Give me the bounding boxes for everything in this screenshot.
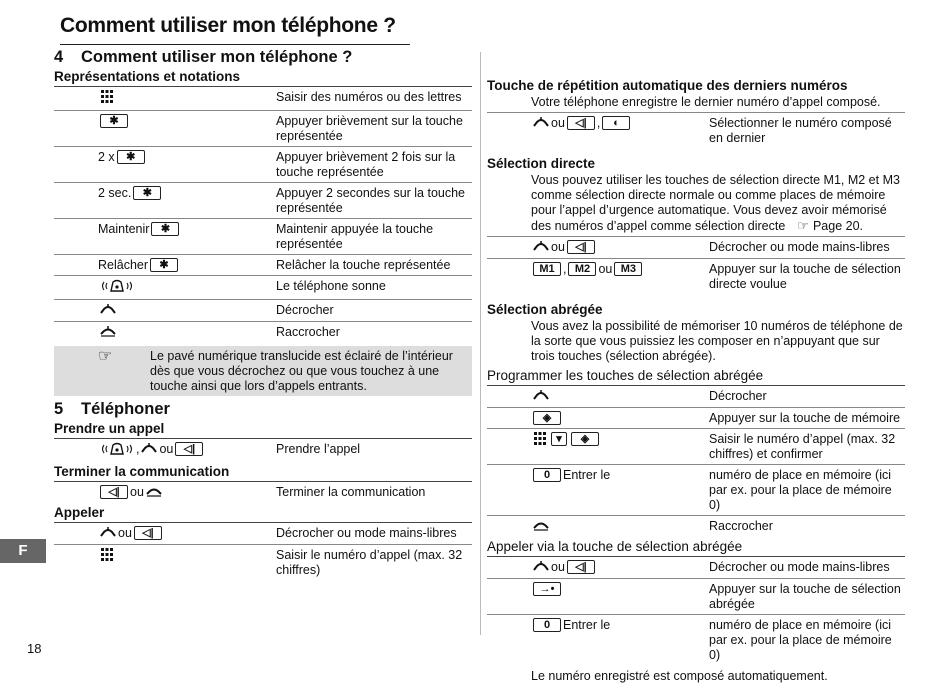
instruction-text: Appuyer sur la touche de sélection directe voulue bbox=[709, 262, 901, 291]
pointing-hand-icon: ☞ bbox=[797, 218, 809, 233]
page-title: Comment utiliser mon téléphone ? bbox=[60, 14, 396, 37]
instruction-text: Prendre l’appel bbox=[276, 442, 361, 456]
instruction-text: Saisir le numéro d’appel (max. 32 chiffres) bbox=[276, 548, 463, 577]
key-icon: ✱ bbox=[117, 150, 145, 164]
or-text: ou bbox=[130, 485, 144, 499]
language-tab: F bbox=[0, 539, 46, 563]
repetition-heading: Touche de répétition automatique des derniers numéros bbox=[487, 78, 848, 93]
notation-row bbox=[54, 300, 472, 322]
comma-text: , bbox=[596, 116, 601, 130]
instruction-row bbox=[487, 557, 905, 579]
prendre-heading: Prendre un appel bbox=[54, 421, 472, 439]
keypad-icon bbox=[100, 90, 114, 108]
memory-key-icon: ◈ bbox=[533, 411, 561, 425]
handset-on-icon bbox=[100, 325, 116, 341]
speaker-key-icon: ◁| bbox=[100, 485, 128, 499]
directe-paragraph: Vous pouvez utiliser les touches de sélection directe M1, M2 et M3 comme sélection directe normale ou comme places de mémoire pour l’appel d’urgence automatique. Vous devez avoir mémorisé des numéros d’appel comme sélection directe ☞ Page 20. bbox=[487, 173, 905, 237]
redial-key-icon: ◐ bbox=[602, 116, 630, 130]
instruction-text: Terminer la communication bbox=[276, 485, 426, 499]
notation-text: Appuyer brièvement 2 fois sur la touche représentée bbox=[276, 150, 456, 179]
zero-key-icon: 0 bbox=[533, 468, 561, 482]
note-text: Le pavé numérique translucide est éclairé de l’intérieur dès que vous décrochez ou que vous touchez à une touche ainsi que lors d’appels entrants. bbox=[150, 349, 453, 393]
appeler-abregee-heading: Appeler via la touche de sélection abrégée bbox=[487, 539, 905, 557]
or-text: ou bbox=[551, 560, 565, 574]
right-column bbox=[487, 76, 905, 686]
page-reference: Page 20. bbox=[812, 219, 863, 233]
handset-off-icon bbox=[100, 526, 116, 542]
or-text: ou bbox=[159, 442, 174, 456]
speaker-key-icon: ◁| bbox=[567, 240, 595, 254]
abregee-paragraph: Vous avez la possibilité de mémoriser 10 numéros de téléphone de la sorte que vous puissiez les composer en n’appuyant que sur trois touches (sélection abrégée). bbox=[531, 319, 903, 363]
abregee-heading: Sélection abrégée bbox=[487, 302, 603, 317]
page-number: 18 bbox=[27, 641, 42, 656]
info-note bbox=[54, 346, 472, 396]
appeler-heading: Appeler bbox=[54, 505, 472, 523]
instruction-row: , ou ◁| Prendre l’appel bbox=[54, 439, 472, 462]
instruction-text: Saisir le numéro d’appel (max. 32 chiffres) et confirmer bbox=[709, 432, 896, 461]
instruction-text: Décrocher ou mode mains-libres bbox=[709, 560, 890, 574]
instruction-row bbox=[487, 113, 905, 148]
notation-prefix: Relâcher bbox=[98, 258, 149, 272]
key-icon: ✱ bbox=[100, 114, 128, 128]
memory-key-icon: ◈ bbox=[571, 432, 599, 446]
instruction-text: Décrocher ou mode mains-libres bbox=[709, 240, 890, 254]
instruction-row bbox=[487, 465, 905, 516]
instruction-row bbox=[487, 429, 905, 465]
directe-heading: Sélection directe bbox=[487, 156, 596, 171]
handset-off-icon bbox=[100, 303, 116, 319]
handset-off-icon bbox=[141, 442, 157, 458]
terminer-heading: Terminer la communication bbox=[54, 464, 472, 482]
speaker-key-icon: ◁| bbox=[175, 442, 203, 456]
instruction-row bbox=[487, 579, 905, 615]
ringing-phone-icon bbox=[100, 442, 134, 460]
instruction-text: Appuyer sur la touche de mémoire bbox=[709, 411, 901, 425]
notation-text: Décrocher bbox=[276, 303, 334, 317]
notation-text: Le téléphone sonne bbox=[276, 279, 386, 293]
notation-text: Appuyer 2 secondes sur la touche représentée bbox=[276, 186, 466, 215]
pointing-hand-icon: ☞ bbox=[98, 348, 113, 365]
instruction-row bbox=[54, 545, 472, 580]
section-4-heading: 4 Comment utiliser mon téléphone ? bbox=[54, 48, 353, 66]
notation-row bbox=[54, 87, 472, 111]
instruction-row bbox=[487, 259, 905, 294]
keypad-icon bbox=[100, 548, 114, 566]
notation-row bbox=[54, 276, 472, 300]
notation-row bbox=[54, 255, 472, 276]
section-5-heading: 5 Téléphoner bbox=[54, 400, 170, 418]
zero-key-icon: 0 bbox=[533, 618, 561, 632]
instruction-row bbox=[54, 523, 472, 545]
notation-row bbox=[54, 111, 472, 147]
handset-off-icon bbox=[533, 116, 549, 132]
instruction-row bbox=[487, 386, 905, 408]
instruction-text: Décrocher ou mode mains-libres bbox=[276, 526, 457, 540]
notation-row bbox=[54, 147, 472, 183]
handset-off-icon bbox=[533, 389, 549, 405]
instruction-text: Appuyer sur la touche de sélection abrégée bbox=[709, 582, 901, 611]
notation-row bbox=[54, 322, 472, 343]
notations-heading: Représentations et notations bbox=[54, 69, 472, 87]
row-label: Entrer le bbox=[563, 468, 611, 482]
handset-on-icon bbox=[146, 485, 162, 501]
row-label: Entrer le bbox=[563, 618, 611, 632]
instruction-text: numéro de place en mémoire (ici par ex. pour la place de mémoire 0) bbox=[709, 468, 892, 512]
instruction-text: Raccrocher bbox=[709, 519, 773, 533]
or-text: ou bbox=[551, 116, 565, 130]
notation-text: Maintenir appuyée la touche représentée bbox=[276, 222, 434, 251]
title-rule bbox=[60, 44, 410, 45]
left-column bbox=[54, 50, 472, 580]
notation-row bbox=[54, 183, 472, 219]
handset-off-icon bbox=[533, 240, 549, 256]
instruction-row bbox=[487, 408, 905, 429]
key-icon: ✱ bbox=[151, 222, 179, 236]
notation-text: Raccrocher bbox=[276, 325, 340, 339]
handset-on-icon bbox=[533, 519, 549, 535]
column-divider bbox=[480, 52, 481, 635]
handset-off-icon bbox=[533, 560, 549, 576]
final-note: Le numéro enregistré est composé automatiquement. bbox=[531, 669, 828, 683]
instruction-row bbox=[487, 516, 905, 537]
ringing-phone-icon bbox=[100, 279, 134, 297]
down-arrow-key-icon: ▾ bbox=[551, 432, 567, 446]
keypad-icon bbox=[533, 432, 547, 450]
speed-dial-key-icon: →• bbox=[533, 582, 561, 596]
notation-prefix: 2 sec. bbox=[98, 186, 132, 200]
notation-text: Appuyer brièvement sur la touche représentée bbox=[276, 114, 463, 143]
m1-key-icon: M1 bbox=[533, 262, 561, 276]
instruction-row bbox=[487, 237, 905, 259]
m3-key-icon: M3 bbox=[614, 262, 642, 276]
key-icon: ✱ bbox=[133, 186, 161, 200]
key-icon: ✱ bbox=[150, 258, 178, 272]
instruction-row bbox=[487, 615, 905, 665]
repetition-paragraph: Votre téléphone enregistre le dernier numéro d’appel composé. bbox=[487, 95, 905, 113]
programmer-heading: Programmer les touches de sélection abrégée bbox=[487, 368, 905, 386]
instruction-row bbox=[54, 482, 472, 503]
notation-text: Relâcher la touche représentée bbox=[276, 258, 451, 272]
speaker-key-icon: ◁| bbox=[567, 560, 595, 574]
notation-text: Saisir des numéros ou des lettres bbox=[276, 90, 462, 104]
speaker-key-icon: ◁| bbox=[134, 526, 162, 540]
notation-prefix: 2 x bbox=[98, 150, 115, 164]
instruction-text: Décrocher bbox=[709, 389, 767, 403]
or-text: ou bbox=[551, 240, 565, 254]
notation-prefix: Maintenir bbox=[98, 222, 150, 236]
notation-row bbox=[54, 219, 472, 255]
instruction-text: numéro de place en mémoire (ici par ex. pour la place de mémoire 0) bbox=[709, 618, 892, 662]
or-text: ou bbox=[598, 262, 613, 276]
comma-text: , bbox=[563, 262, 567, 276]
speaker-key-icon: ◁| bbox=[567, 116, 595, 130]
instruction-text: Sélectionner le numéro composé en dernier bbox=[709, 116, 892, 145]
m2-key-icon: M2 bbox=[568, 262, 596, 276]
or-text: ou bbox=[118, 526, 132, 540]
